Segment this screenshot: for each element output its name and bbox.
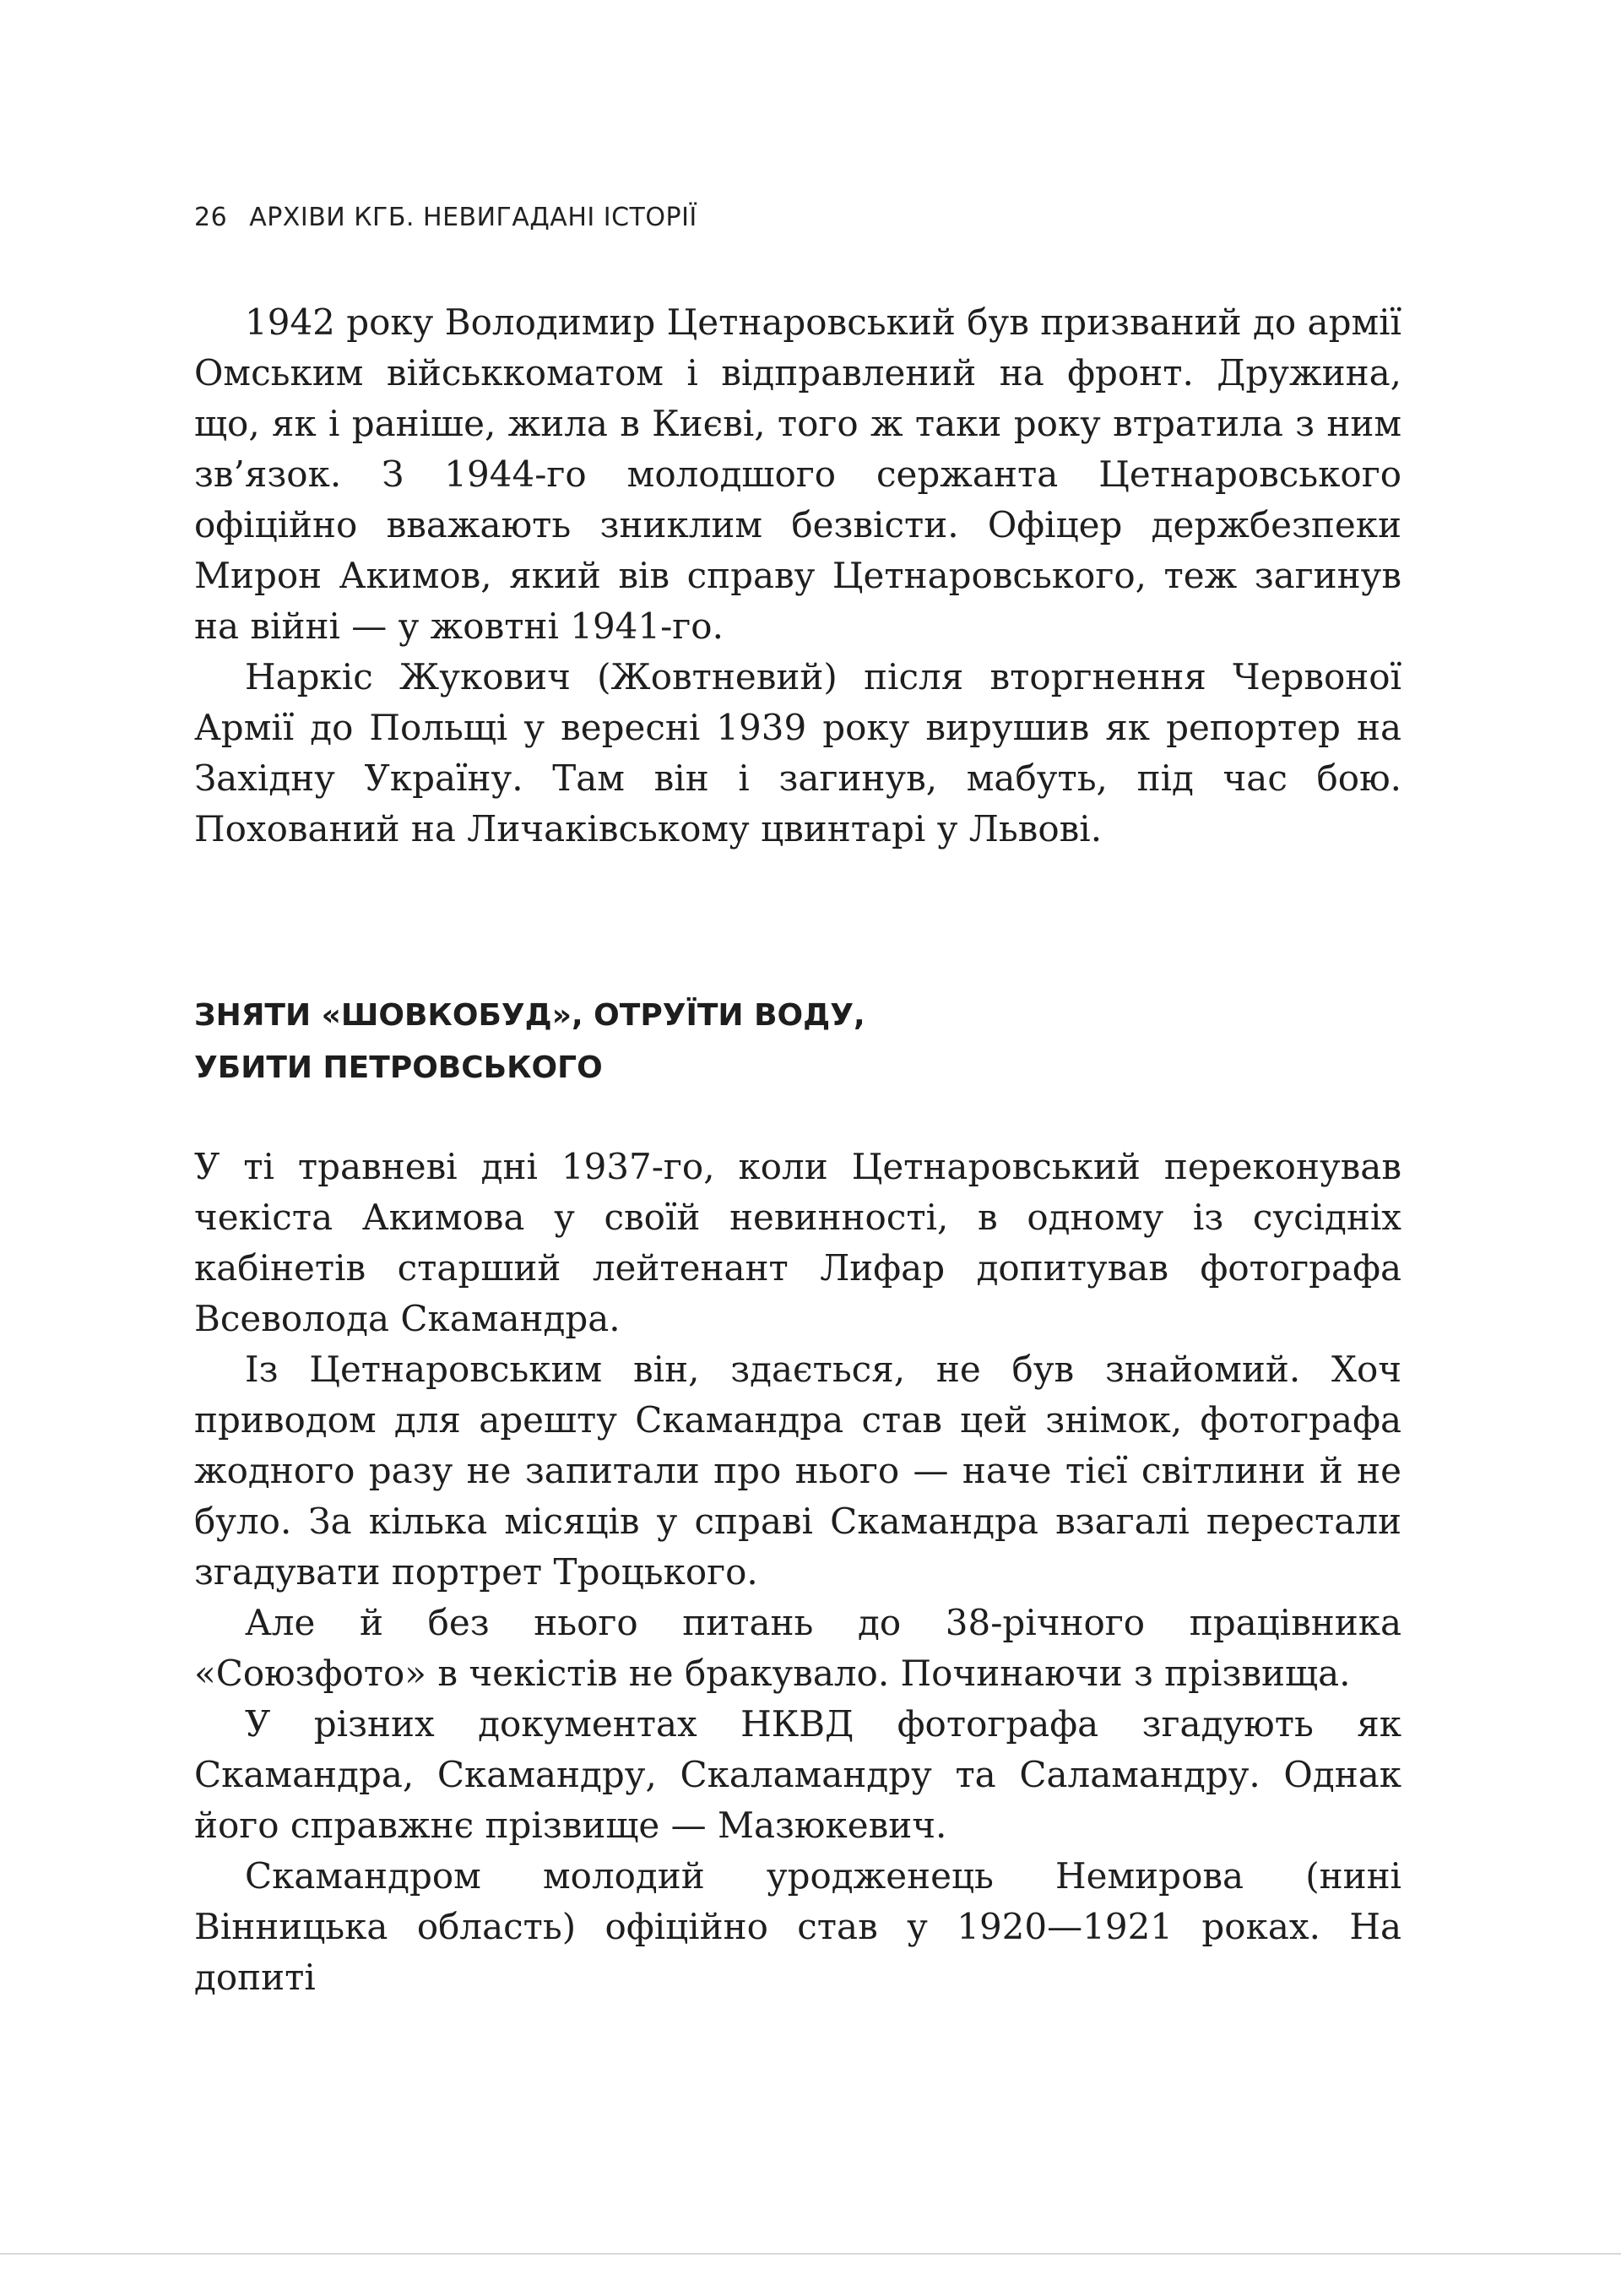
section-heading-line-2: УБИТИ ПЕТРОВСЬКОГО — [194, 1050, 603, 1085]
bottom-divider — [0, 2253, 1621, 2255]
book-title: АРХІВИ КГБ. НЕВИГАДАНІ ІСТОРІЇ — [249, 203, 697, 232]
paragraph: Але й без нього питань до 38-річного працівника «Союзфото» в чекістів не бракувало. Починаючи з прізвища. — [194, 1602, 1401, 1694]
paragraph: Із Цетнаровським він, здається, не був знайомий. Хоч приводом для арешту Скамандра став цей знімок, фотографа жодного разу не запитали про нього — наче тієї світлини й не було. За кілька місяців у справі Скамандра взагалі перестали згадувати портрет Троцького. — [194, 1349, 1401, 1593]
paragraph: Скамандром молодий уродженець Немирова (нині Вінницька область) офіційно став у 1920—1921 роках. На допиті — [194, 1855, 1401, 1998]
page-number: 26 — [194, 203, 228, 232]
section-2-text — [194, 1142, 1401, 2003]
paragraph: У ті травневі дні 1937-го, коли Цетнаровський переконував чекіста Акимова у своїй невинності, в одному із сусідніх кабінетів старший лейтенант Лифар допитував фотографа Всеволода Скамандра. — [194, 1146, 1401, 1339]
paragraph: У різних документах НКВД фотографа згадують як Скамандра, Скамандру, Скаламандру та Саламандру. Однак його справжнє прізвище — Мазюкевич. — [194, 1703, 1401, 1846]
paragraph: 1942 року Володимир Цетнаровський був призваний до армії Омським військкоматом і відправлений на фронт. Дружина, що, як і раніше, жила в Києві, того ж таки року втратила з ним зв’язок. З 1944-го молодшого сержанта Цетнаровського офіційно вважають зниклим безвісти. Офіцер держбезпеки Мирон Акимов, який вів справу Цетнаровського, теж загинув на війні — у жовтні 1941-го. — [194, 301, 1401, 647]
paragraph: Наркіс Жукович (Жовтневий) після вторгнення Червоної Армії до Польщі у вересні 1939 року вирушив як репортер на Західну Україну. Там він і загинув, мабуть, під час бою. Похований на Личаківському цвинтарі у Львові. — [194, 656, 1401, 849]
section-1-text — [194, 297, 1401, 855]
running-head — [194, 203, 697, 232]
section-heading-line-1: ЗНЯТИ «ШОВКОБУД», ОТРУЇТИ ВОДУ, — [194, 998, 865, 1033]
section-heading — [194, 990, 1401, 1094]
